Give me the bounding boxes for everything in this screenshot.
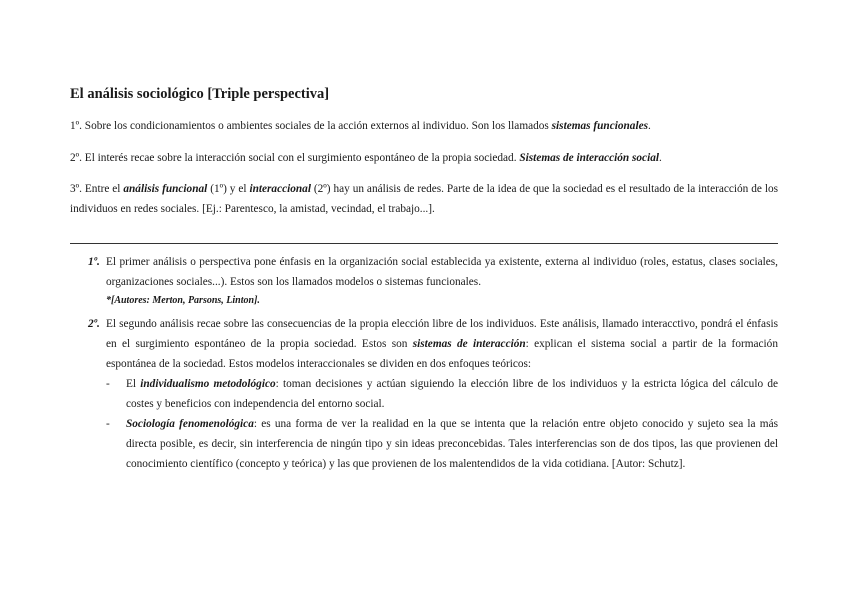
item-text: El segundo análisis recae sobre las consecuencias de la propia elección libre de los individuos. Este análisis, llamado interacctivo, pondrá el énfasis en el surgimiento espontáneo de la propia sociedad. Estos son — [106, 318, 778, 350]
document-title: El análisis sociológico [Triple perspectiva] — [70, 86, 330, 102]
emphasis-sociologia-fenomenologica: Sociología fenomenológica — [126, 418, 254, 430]
bullet-text-rest: : toman decisiones y actúan siguiendo la elección libre de los individuos y la estricta lógica del cálculo de costes y beneficios con independencia del entorno social. — [126, 378, 778, 410]
bullet-individualismo — [106, 374, 778, 414]
numbered-item-1 — [70, 252, 778, 310]
authors-note: *[Autores: Merton, Parsons, Linton]. — [106, 295, 260, 306]
paragraph-end: . — [648, 120, 651, 132]
paragraph-text: 2º. El interés recae sobre la interacción social con el surgimiento espontáneo de la propia sociedad. — [70, 152, 520, 164]
paragraph-text: (2º) hay un análisis de redes. Parte de la idea de que la sociedad es el resultado de la interacción de los individuos en redes sociales. [Ej.: Parentesco, la amistad, vecindad, el trabajo...]. — [70, 183, 779, 215]
bullet-dash: - — [106, 418, 110, 430]
horizontal-divider — [70, 243, 778, 244]
emphasis-interaccional: interaccional — [249, 183, 311, 195]
numbered-item-2 — [70, 314, 778, 474]
paragraph-end: . — [659, 152, 662, 164]
bullet-text — [126, 374, 778, 414]
item-text: El primer análisis o perspectiva pone énfasis en la organización social establecida ya existente, externa al individuo (roles, estatus, clases sociales, organizaciones sociales...). Estos son los llamados modelos o sistemas funcionales. — [106, 256, 778, 288]
bullet-text-start: El — [126, 378, 141, 390]
item-body — [106, 314, 778, 374]
emphasis-analisis-funcional: análisis funcional — [123, 183, 208, 195]
item-body — [106, 252, 778, 310]
paragraph-third-perspective — [70, 179, 778, 219]
paragraph-text: 3º. Entre el — [70, 183, 124, 195]
emphasis-sistemas-interaccion-social: Sistemas de interacción social — [519, 152, 659, 164]
paragraph-text: (1º) y el — [207, 183, 250, 195]
emphasis-sistemas-funcionales: sistemas funcionales — [551, 120, 648, 132]
emphasis-sistemas-de-interaccion: sistemas de interacción — [412, 338, 526, 350]
bullet-text-rest: : es una forma de ver la realidad en la que se intenta que la relación entre objeto conocido y sujeto sea la más directa posible, es decir, sin interferencia de ningún tipo y sin ideas preconcebidas. Tales interferencias son de dos tipos, las que provienen del conocimiento científico (concepto y teórica) y las que provienen de los malentendidos de la vida cotidiana. [Autor: Schutz]. — [126, 418, 778, 470]
item-number: 2º. — [88, 318, 100, 330]
paragraph-first-perspective — [70, 116, 778, 136]
bullet-text — [126, 414, 778, 474]
emphasis-individualismo-metodologico: individualismo metodológico — [140, 378, 276, 390]
paragraph-second-perspective — [70, 148, 778, 168]
item-number: 1º. — [88, 256, 100, 268]
paragraph-text: 1º. Sobre los condicionamientos o ambientes sociales de la acción externos al individuo. Son los llamados — [70, 120, 552, 132]
bullet-dash: - — [106, 378, 110, 390]
item-text: : explican el sistema social a partir de la formación espontánea de la sociedad. Estos modelos interaccionales se dividen en dos enfoques teóricos: — [106, 338, 778, 370]
bullet-fenomenologica — [106, 414, 778, 474]
